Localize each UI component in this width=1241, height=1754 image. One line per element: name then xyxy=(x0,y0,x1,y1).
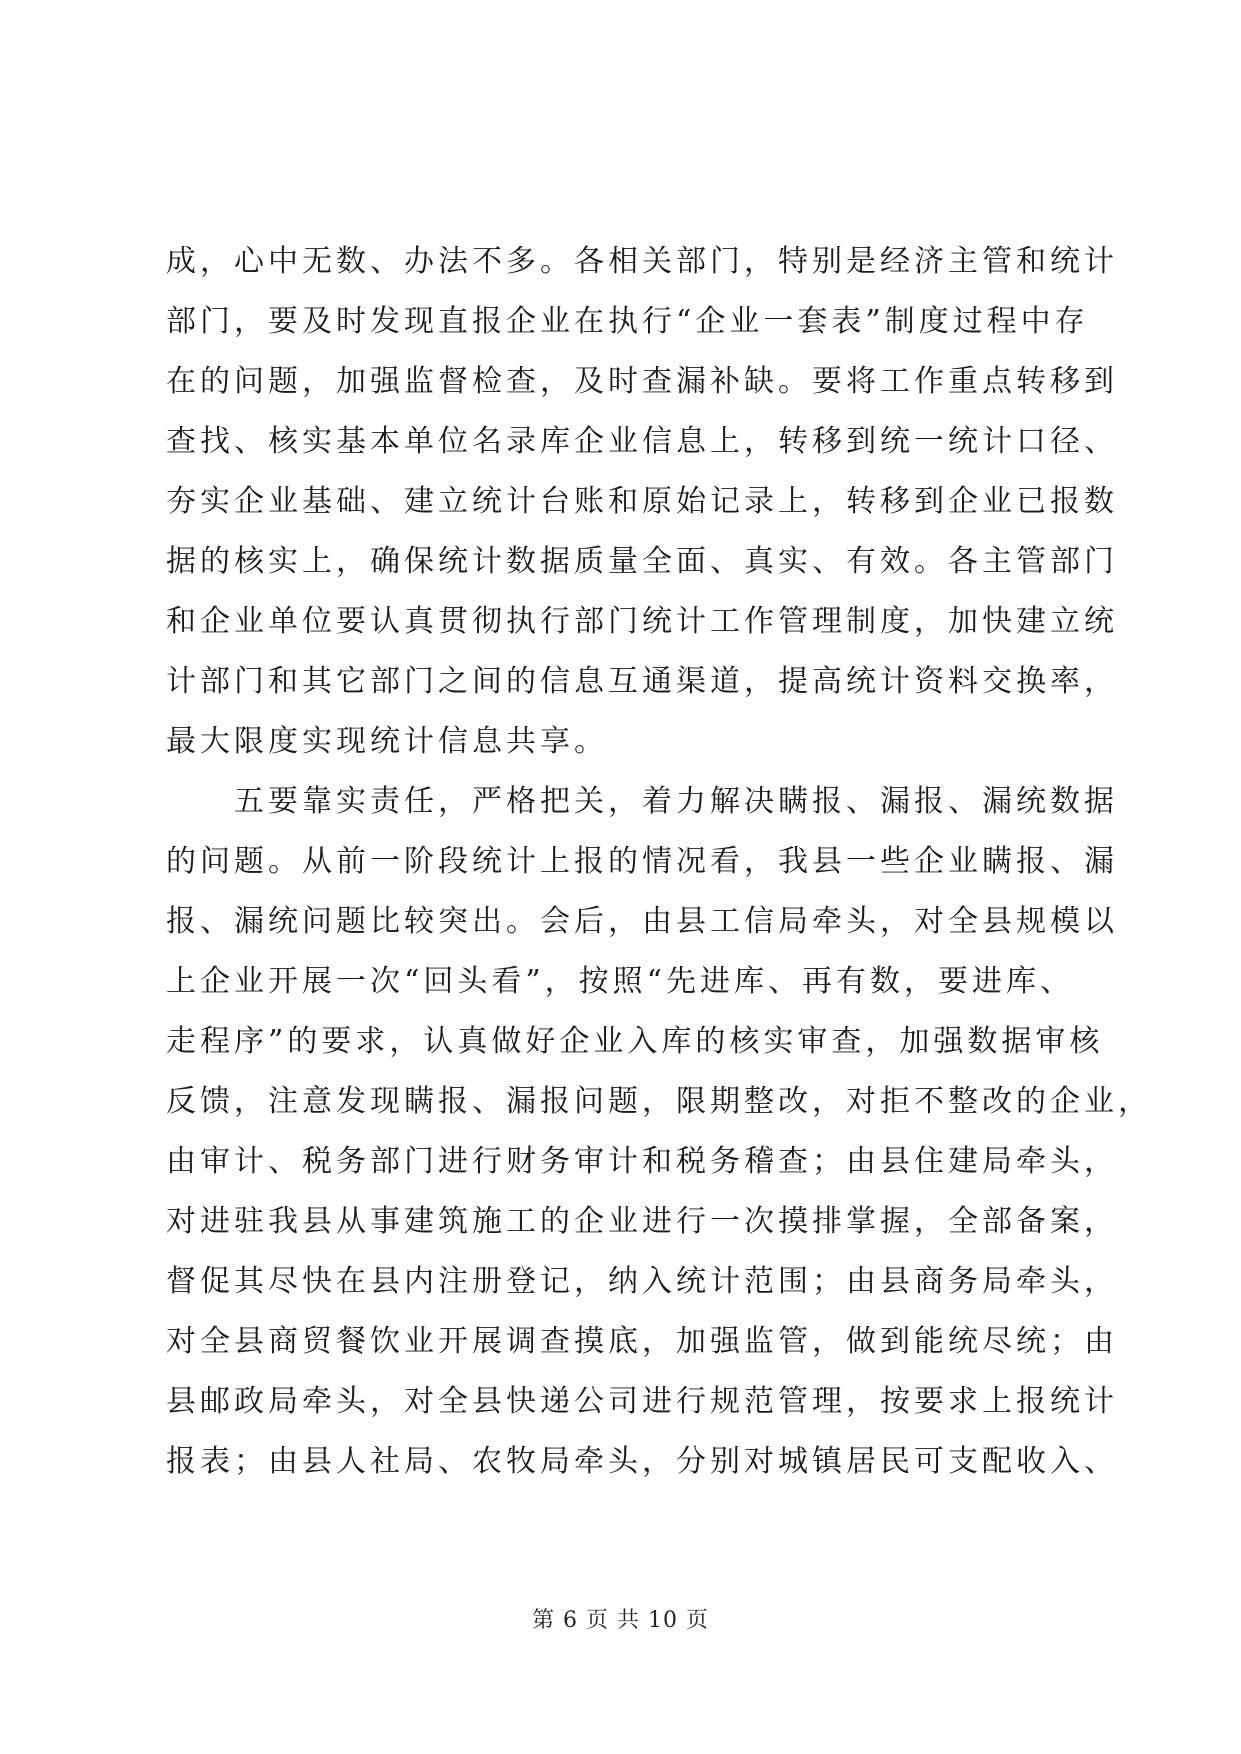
text-line: 最大限度实现统计信息共享。 xyxy=(166,724,608,759)
text-line: 据的核实上，确保统计数据质量全面、真实、有效。各主管部门 xyxy=(166,544,1118,579)
text-line: 和企业单位要认真贯彻执行部门统计工作管理制度，加快建立统 xyxy=(166,604,1118,639)
text-line: 的问题。从前一阶段统计上报的情况看，我县一些企业瞒报、漏 xyxy=(166,844,1118,879)
text-line: 上企业开展一次“回头看”，按照“先进库、再有数，要进库、 xyxy=(166,964,1075,999)
text-line: 计部门和其它部门之间的信息互通渠道，提高统计资料交换率， xyxy=(166,664,1118,699)
paragraph xyxy=(166,772,1152,1492)
text-line: 报表；由县人社局、农牧局牵头，分别对城镇居民可支配收入、 xyxy=(166,1444,1118,1479)
text-line: 夯实企业基础、建立统计台账和原始记录上，转移到企业已报数 xyxy=(166,484,1118,519)
text-line: 反馈，注意发现瞒报、漏报问题，限期整改，对拒不整改的企业， xyxy=(166,1084,1152,1119)
text-line: 报、漏统问题比较突出。会后，由县工信局牵头，对全县规模以 xyxy=(166,904,1118,939)
text-line: 在的问题，加强监督检查，及时查漏补缺。要将工作重点转移到 xyxy=(166,364,1118,399)
text-line: 督促其尽快在县内注册登记，纳入统计范围；由县商务局牵头， xyxy=(166,1264,1118,1299)
text-line: 对进驻我县从事建筑施工的企业进行一次摸排掌握，全部备案， xyxy=(166,1204,1118,1239)
body-text xyxy=(166,232,1152,1492)
text-line: 走程序”的要求，认真做好企业入库的核实审查，加强数据审核 xyxy=(166,1024,1104,1059)
text-line: 成，心中无数、办法不多。各相关部门，特别是经济主管和统计 xyxy=(166,244,1118,279)
text-line: 查找、核实基本单位名录库企业信息上，转移到统一统计口径、 xyxy=(166,424,1118,459)
page-number-footer: 第 6 页 共 10 页 xyxy=(532,1608,709,1633)
text-line: 县邮政局牵头，对全县快递公司进行规范管理，按要求上报统计 xyxy=(166,1384,1118,1419)
text-line: 部门，要及时发现直报企业在执行“企业一套表”制度过程中存 xyxy=(166,304,1089,339)
text-line: 由审计、税务部门进行财务审计和税务稽查；由县住建局牵头， xyxy=(166,1144,1118,1179)
paragraph xyxy=(166,232,1118,772)
text-line: 五要靠实责任，严格把关，着力解决瞒报、漏报、漏统数据 xyxy=(234,784,1118,819)
text-line: 对全县商贸餐饮业开展调查摸底，加强监管，做到能统尽统；由 xyxy=(166,1324,1118,1359)
